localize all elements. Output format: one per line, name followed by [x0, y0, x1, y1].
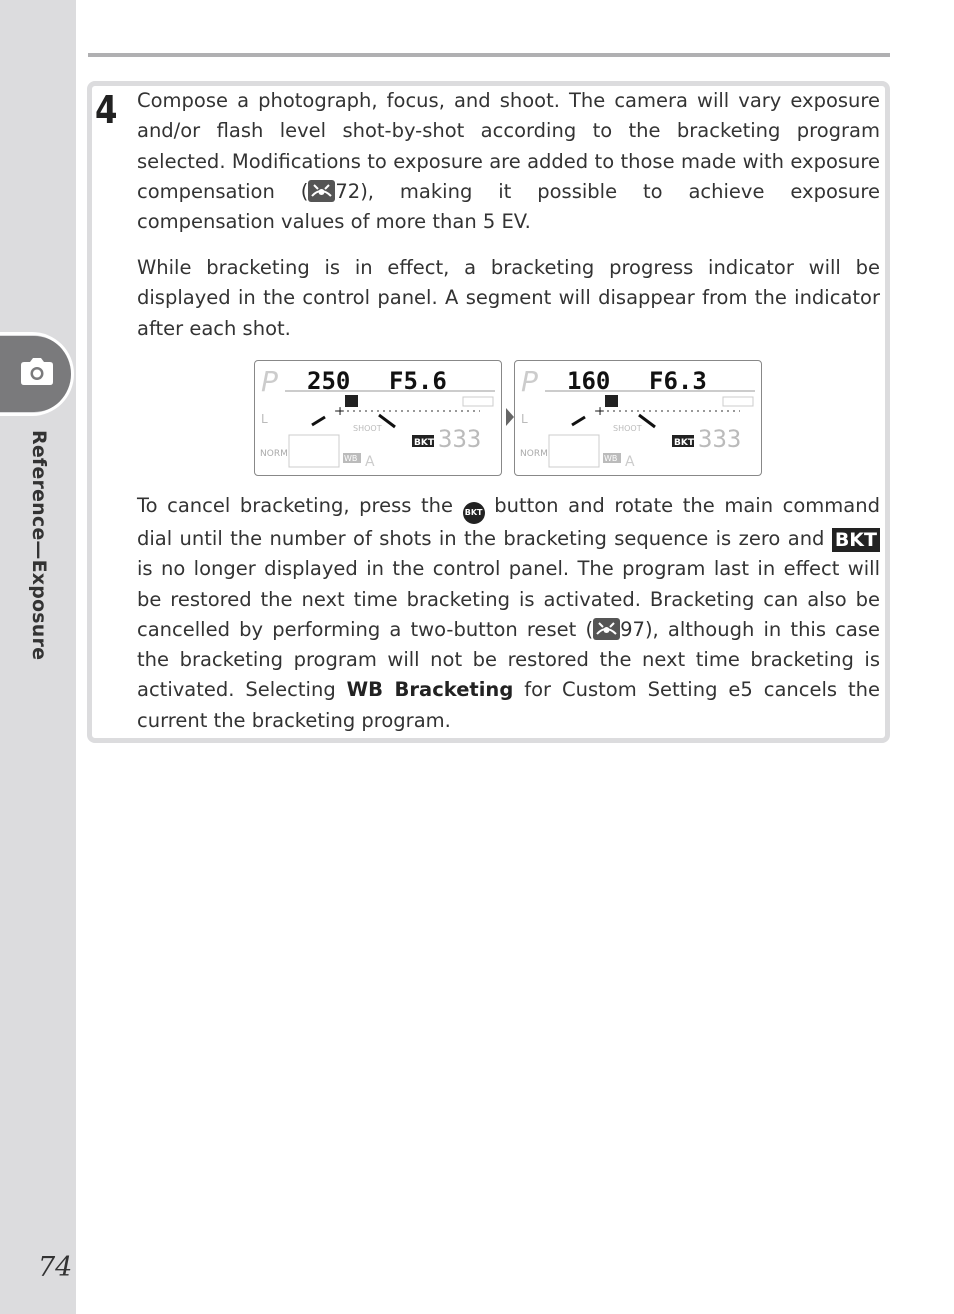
top-rule: [88, 53, 890, 57]
svg-text:160: 160: [567, 367, 611, 395]
bkt-button-icon: BKT: [463, 502, 485, 524]
page-reference-icon: [593, 618, 620, 640]
svg-text:BKT: BKT: [414, 438, 434, 448]
svg-text:P: P: [521, 365, 538, 398]
sidebar: [0, 0, 76, 1314]
svg-text:L: L: [261, 412, 268, 426]
step-paragraph-2: While bracketing is in effect, a bracketing progress indicator will be displayed in the control panel. A segment will disappear from the indicator after each shot.: [137, 256, 880, 340]
svg-text:F6.3: F6.3: [649, 367, 707, 395]
svg-text:L: L: [521, 412, 528, 426]
page-number: 74: [38, 1252, 73, 1283]
svg-text:NORM: NORM: [260, 449, 288, 459]
svg-text:333: 333: [698, 425, 742, 453]
wb-bracketing-term: WB Bracketing: [346, 678, 514, 702]
svg-text:250: 250: [307, 367, 351, 395]
control-panel-after: [514, 360, 762, 476]
svg-text:F5.6: F5.6: [389, 367, 447, 395]
step-paragraph-1: Compose a photograph, focus, and shoot. The camera will vary exposure and/or flash level shot-by-shot according to the bracketing program selected. Modifications to exposure are added to those made with exposure compensation ( 72), making it possible to achieve exposure compensation values of more than 5 EV.: [137, 89, 880, 234]
svg-text:SHOOT: SHOOT: [353, 424, 382, 433]
svg-text:A: A: [365, 454, 375, 470]
svg-text:+: +: [335, 404, 346, 418]
svg-text:BKT: BKT: [674, 438, 694, 448]
step-number: 4: [95, 88, 118, 132]
page-reference-icon: [308, 180, 335, 202]
svg-text:333: 333: [438, 425, 482, 453]
svg-text:A: A: [625, 454, 635, 470]
svg-text:SHOOT: SHOOT: [613, 424, 642, 433]
svg-text:WB: WB: [604, 454, 618, 463]
svg-text:+: +: [595, 404, 606, 418]
bkt-indicator-badge: BKT: [832, 528, 880, 552]
section-tab[interactable]: [0, 336, 72, 412]
camera-icon: [20, 358, 54, 386]
control-panel-before: [254, 360, 502, 476]
svg-text:NORM: NORM: [520, 449, 548, 459]
svg-text:WB: WB: [344, 454, 358, 463]
svg-text:P: P: [261, 365, 278, 398]
section-label: Reference—Exposure: [28, 430, 50, 661]
step-paragraph-3: To cancel bracketing, press the BKT button and rotate the main command dial until the number of shots in the bracketing sequence is zero and BKT is no longer displayed in the control panel. The program last in effect will be restored the next time bracketing is activated. Bracketing can also be cancelled by performing a two-button reset ( 97), although in this case the bracketing program will not be restored the next time bracketing is activated. Selecting WB Bracketing for Custom Setting e5 cancels the current the bracketing program.: [137, 494, 881, 732]
